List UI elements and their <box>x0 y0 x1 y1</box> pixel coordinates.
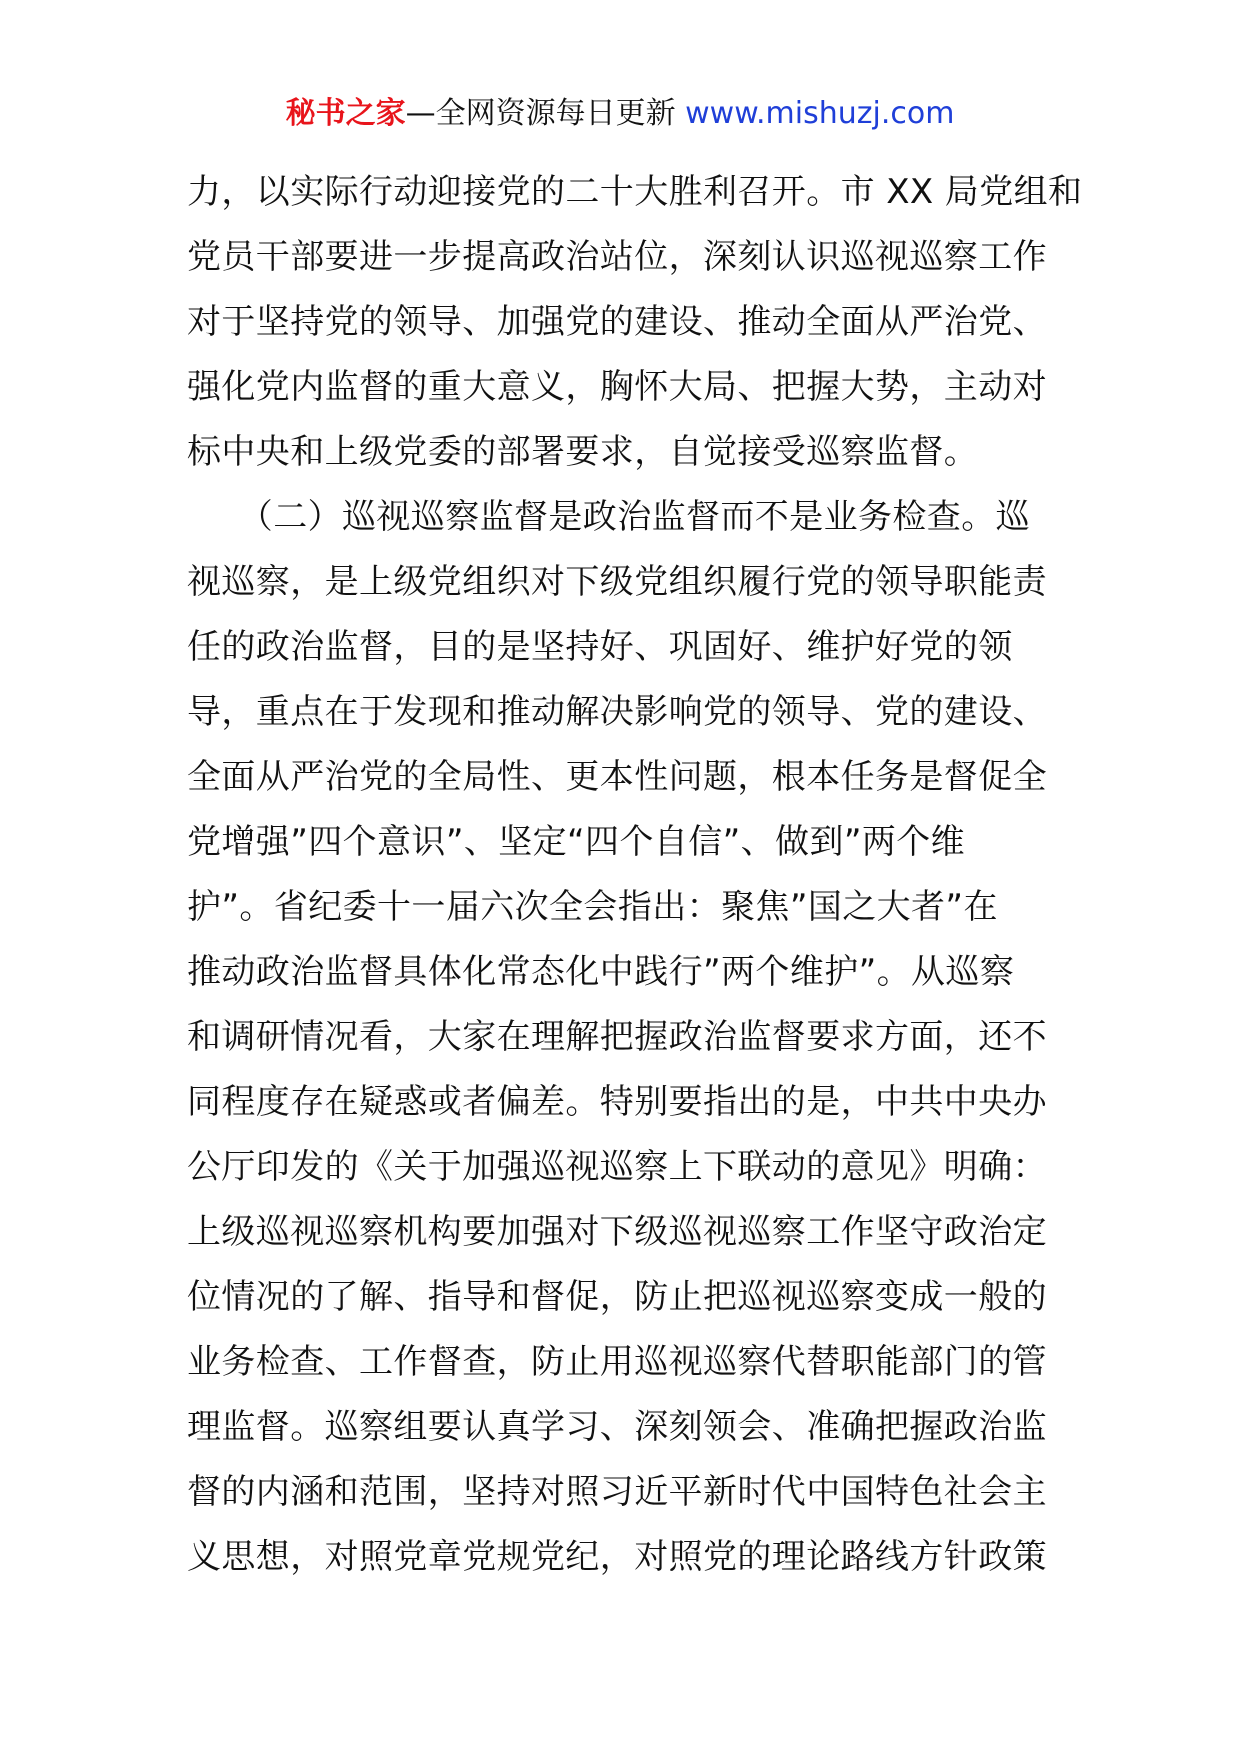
page-header <box>0 94 1240 134</box>
header-brand: 秘书之家 <box>285 96 406 131</box>
text-line: 义思想，对照党章党规党纪，对照党的理论路线方针政策 <box>187 1537 1047 1577</box>
text-line: 同程度存在疑惑或者偏差。特别要指出的是，中共中央办 <box>187 1082 1047 1122</box>
text-line: 党增强”四个意识”、坚定“四个自信”、做到”两个维 <box>187 822 966 862</box>
text-line: 和调研情况看，大家在理解把握政治监督要求方面，还不 <box>187 1017 1047 1057</box>
text-line: 理监督。巡察组要认真学习、深刻领会、准确把握政治监 <box>187 1407 1047 1447</box>
text-line: 导，重点在于发现和推动解决影响党的领导、党的建设、 <box>187 692 1047 732</box>
header-tagline: —全网资源每日更新 <box>405 96 676 131</box>
text-line: 视巡察，是上级党组织对下级党组织履行党的领导职能责 <box>187 562 1047 602</box>
text-line: 推动政治监督具体化常态化中践行”两个维护”。从巡察 <box>187 952 1015 992</box>
text-line: 强化党内监督的重大意义，胸怀大局、把握大势，主动对 <box>187 367 1047 407</box>
text-line: 公厅印发的《关于加强巡视巡察上下联动的意见》明确： <box>187 1147 1047 1187</box>
text-line: 对于坚持党的领导、加强党的建设、推动全面从严治党、 <box>187 302 1047 342</box>
text-line: 力，以实际行动迎接党的二十大胜利召开。市 XX 局党组和 <box>187 172 1083 212</box>
text-line: 上级巡视巡察机构要加强对下级巡视巡察工作坚守政治定 <box>187 1212 1047 1252</box>
section-heading-line: （二）巡视巡察监督是政治监督而不是业务检查。巡 <box>187 497 1030 537</box>
text-line: 全面从严治党的全局性、更本性问题，根本任务是督促全 <box>187 757 1047 797</box>
header-url-link[interactable]: www.mishuzj.com <box>685 96 955 131</box>
text-line: 任的政治监督，目的是坚持好、巩固好、维护好党的领 <box>187 627 1013 667</box>
text-line: 督的内涵和范围，坚持对照习近平新时代中国特色社会主 <box>187 1472 1047 1512</box>
text-line: 护”。省纪委十一届六次全会指出：聚焦”国之大者”在 <box>187 887 998 927</box>
text-line: 党员干部要进一步提高政治站位，深刻认识巡视巡察工作 <box>187 237 1047 277</box>
document-body <box>187 160 1083 1590</box>
text-line: 业务检查、工作督查，防止用巡视巡察代替职能部门的管 <box>187 1342 1047 1382</box>
text-line: 位情况的了解、指导和督促，防止把巡视巡察变成一般的 <box>187 1277 1047 1317</box>
text-line: 标中央和上级党委的部署要求，自觉接受巡察监督。 <box>187 432 979 472</box>
